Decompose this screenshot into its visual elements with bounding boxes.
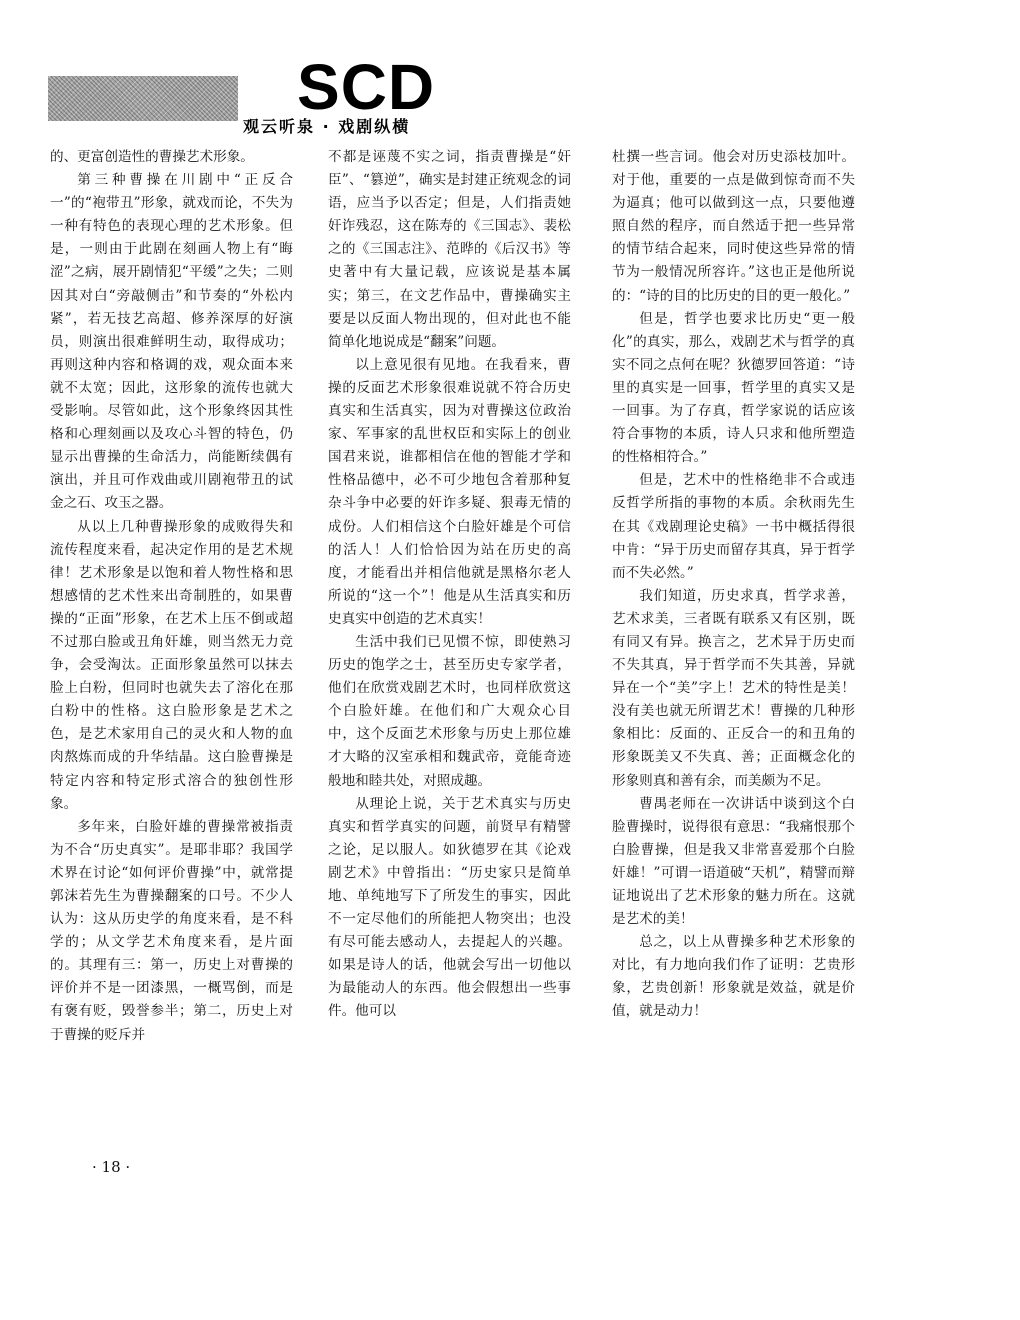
paragraph: 但是，艺术中的性格绝非不合或违反哲学所指的事物的本质。余秋雨先生在其《戏剧理论史稿》一书中概括得很中肯：“异于历史而留存其真，异于哲学而不失必然。” [612, 472, 855, 581]
paragraph: 的、更富创造性的曹操艺术形象。 [50, 149, 254, 165]
paragraph: 不都是诬蔑不实之词，指责曹操是“奸臣”、“篡逆”，确实是封建正统观念的词语，应当予以否定；但是，人们指责她奸诈残忍，这在陈寿的《三国志》、裴松之的《三国志注》、范晔的《后汉书》等史著中有大量记载，应该说是基本属实；第三，在文艺作品中，曹操确实主要是以反面人物出现的，但对此也不能简单化地说成是“翻案”问题。 [328, 149, 571, 350]
paragraph: 多年来，白脸奸雄的曹操常被指责为不合“历史真实”。是耶非耶？我国学术界在讨论“如何评价曹操”中，就常提郭沫若先生为曹操翻案的口号。不少人认为：这从历史学的角度来看，是不科学的；从文学艺术角度来看，是片面的。其理有三：第一，历史上对曹操的评价并不是一团漆黑，一概骂倒，而是有褒有贬，毁誉参半；第二，历史上对于曹操的贬斥并 [50, 818, 293, 1043]
paragraph: 以上意见很有见地。在我看来，曹操的反面艺术形象很难说就不符合历史真实和生活真实，因为对曹操这位政治家、军事家的乱世权臣和实际上的创业国君来说，谁都相信在他的智能才学和性格品德中，必不可少地包含着那种复杂斗争中必要的奸诈多疑、狠毒无情的成份。人们相信这个白脸奸雄是个可信的活人！人们恰恰因为站在历史的高度，才能看出并相信他就是黑格尔老人所说的“这一个”！他是从生活真实和历史真实中创造的艺术真实！ [328, 356, 571, 627]
paragraph: 生活中我们已见惯不惊，即使熟习历史的饱学之士，甚至历史专家学者，他们在欣赏戏剧艺术时，也同样欣赏这个白脸奸雄。在他们和广大观众心目中，这个反面艺术形象与历史上那位雄才大略的汉室承相和魏武帝，竟能奇迹般地和睦共处，对照成趣。 [328, 633, 571, 789]
text-column-2 [328, 146, 571, 1024]
paragraph: 但是，哲学也要求比历史“更一般化”的真实，那么，戏剧艺术与哲学的真实不同之点何在呢？狄德罗回答道：“诗里的真实是一回事，哲学里的真实又是一回事。为了存真，哲学家说的话应该符合事物的本质，诗人只求和他所塑造的性格相符合。” [612, 310, 855, 466]
paragraph: 从以上几种曹操形象的成败得失和流传程度来看，起决定作用的是艺术规律！艺术形象是以饱和着人物性格和思想感情的艺术性来出奇制胜的，如果曹操的“正面”形象，在艺术上压不倒或超不过那白脸或丑角奸雄，则当然无力竞争，会受淘汰。正面形象虽然可以抹去脸上白粉，但同时也就失去了溶化在那白粉中的性格。这白脸形象是艺术之色，是艺术家用自己的灵火和人物的血肉熬炼而成的升华结晶。这白脸曹操是特定内容和特定形式溶合的独创性形象。 [50, 518, 293, 812]
paragraph: 杜撰一些言词。他会对历史添枝加叶。对于他，重要的一点是做到惊奇而不失为逼真；他可以做到这一点，只要他遵照自然的程序，而自然适于把一些异常的情节结合起来，同时使这些异常的情节为一般情况所容许。”这也正是他所说的：“诗的目的比历史的目的更一般化。” [612, 149, 855, 304]
paragraph: 曹禺老师在一次讲话中谈到这个白脸曹操时，说得很有意思：“我痛恨那个白脸曹操，但是我又非常喜爱那个白脸奸雄！”可谓一语道破“天机”，精譬而辩证地说出了艺术形象的魅力所在。这就是艺术的美！ [612, 795, 855, 928]
magazine-logo: SCD [297, 51, 436, 123]
masthead [0, 0, 1020, 150]
halftone-banner [48, 76, 238, 121]
section-title: 观云听泉 · 戏剧纵横 [243, 117, 411, 136]
paragraph: 我们知道，历史求真，哲学求善，艺术求美，三者既有联系又有区别，既有同又有异。换言之，艺术异于历史而不失其真，异于哲学而不失其善，异就异在一个“美”字上！艺术的特性是美！没有美也就无所谓艺术！曹操的几种形象相比：反面的、正反合一的和丑角的形象既美又不失真、善；正面概念化的形象则真和善有余，而美颇为不足。 [612, 587, 855, 789]
paragraph: 总之，以上从曹操多种艺术形象的对比，有力地向我们作了证明：艺贵形象，艺贵创新！形象就是效益，就是价值，就是动力！ [612, 934, 855, 1020]
page-number: · 18 · [92, 1158, 131, 1176]
text-column-3 [612, 146, 855, 1024]
text-column-1 [50, 146, 293, 1047]
paragraph: 第三种曹操在川剧中“正反合一”的“袍带丑”形象，就戏而论，不失为一种有特色的表现心理的艺术形象。但是，一则由于此剧在刻画人物上有“晦涩”之病，展开剧情犯“平缓”之失；二则因其对白“旁敲侧击”和节奏的“外松内紧”，若无技艺高超、修养深厚的好演员，则演出很难鲜明生动，取得成功；再则这种内容和格调的戏，观众面本来就不太宽；因此，这形象的流传也就大受影响。尽管如此，这个形象终因其性格和心理刻画以及攻心斗智的特色，仍显示出曹操的生命活力，尚能断续偶有演出，并且可作戏曲或川剧袍带丑的试金之石、攻玉之器。 [50, 172, 293, 512]
paragraph: 从理论上说，关于艺术真实与历史真实和哲学真实的问题，前贤早有精譬之论，足以服人。如狄德罗在其《论戏剧艺术》中曾指出：“历史家只是简单地、单纯地写下了所发生的事实，因此不一定尽他们的所能把人物突出；也没有尽可能去感动人，去提起人的兴趣。如果是诗人的话，他就会写出一切他以为最能动人的东西。他会假想出一些事件。他可以 [328, 795, 571, 1020]
